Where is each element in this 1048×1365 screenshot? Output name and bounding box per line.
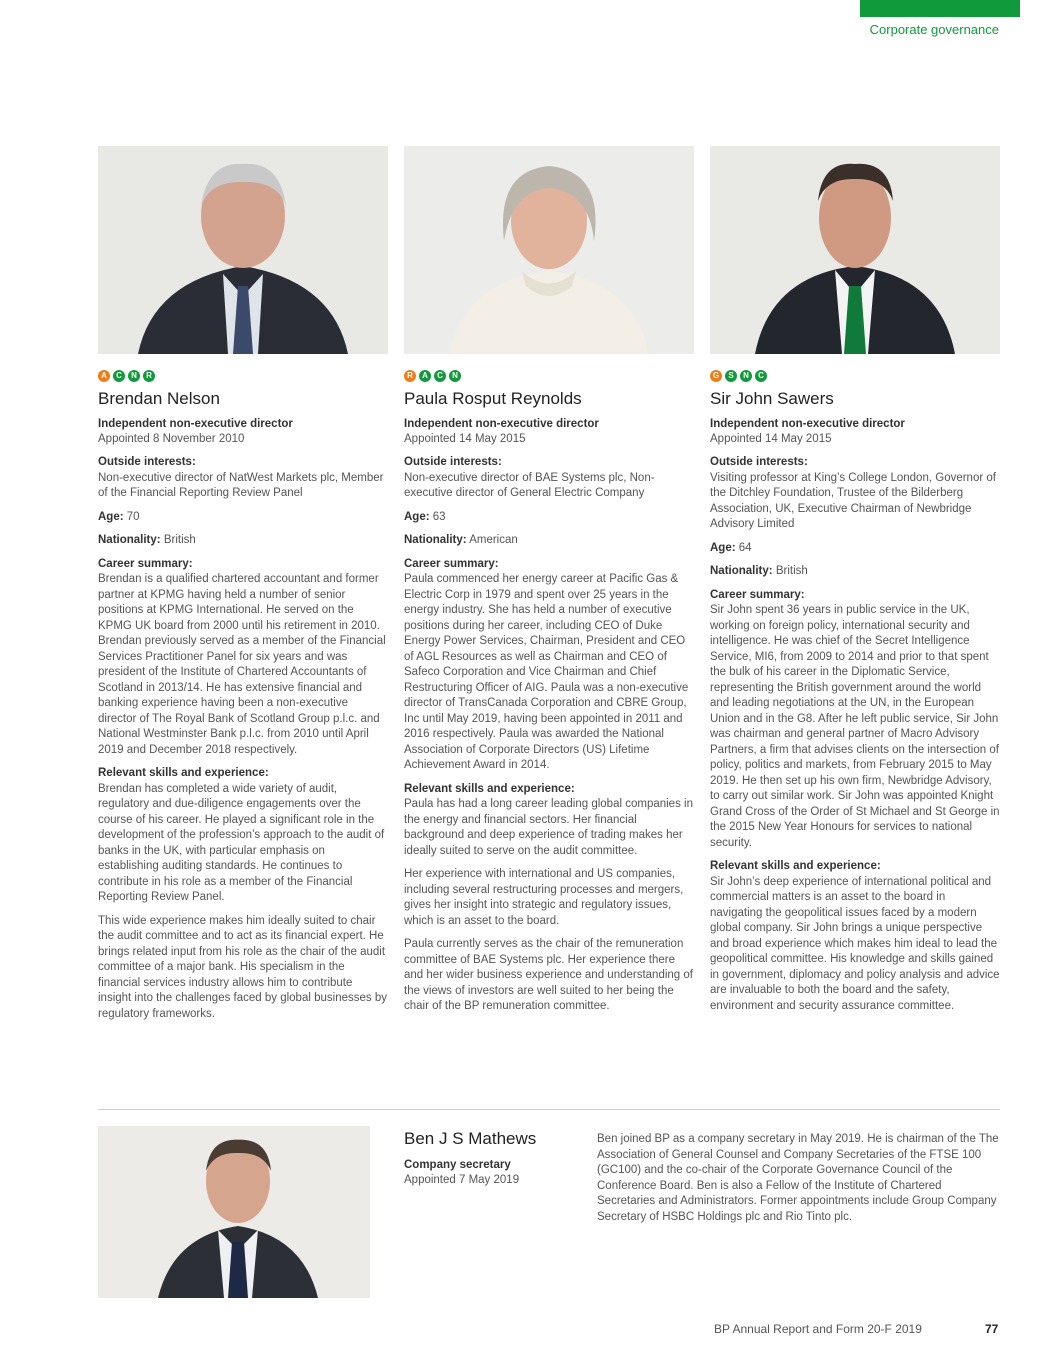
secretary-bio: Ben joined BP as a company secretary in May 2019. He is chairman of the The Association of General Counsel and Company Secretaries of the FTSE 100 (GC100) and the co-chair of the Corporate Governance Council of the Conference Board. Ben is also a Fellow of the Institute of Chartered Secretaries and Administrators. Former appointments include Group Company Secretary of HSBC Holdings plc and Rio Tinto plc. — [597, 1133, 999, 1223]
nationality-value: British — [163, 534, 196, 546]
secretary-role: Company secretary — [404, 1159, 511, 1171]
age-line — [404, 510, 694, 526]
committee-badge: N — [128, 370, 140, 382]
nationality-label: Nationality: — [404, 534, 467, 546]
director-role: Independent non-executive director — [710, 418, 905, 430]
career-summary-label: Career summary: — [98, 557, 193, 570]
director-card-brendan-nelson — [98, 146, 388, 1022]
age-value: 70 — [126, 510, 140, 523]
appointment-date: Appointed 14 May 2015 — [404, 433, 526, 445]
nationality-label: Nationality: — [98, 534, 161, 546]
director-card-sir-john-sawers — [710, 146, 1000, 1014]
career-summary-label: Career summary: — [710, 588, 805, 601]
footer-report-title: BP Annual Report and Form 20-F 2019 — [714, 1322, 922, 1336]
director-role: Independent non-executive director — [404, 418, 599, 430]
outside-interests-text: Non-executive director of NatWest Markets plc, Member of the Financial Reporting Review Panel — [98, 471, 384, 499]
committee-badge: A — [98, 370, 110, 382]
age-value: 64 — [738, 541, 752, 554]
skills-paragraph: Sir John’s deep experience of international political and commercial matters is an asset to the board in navigating the geopolitical issues faced by a modern global company. Sir John brings a unique perspective and broad experience which makes him ideal to lead the geopolitical committee. His knowledge and skills gained in government, diplomacy and policy analysis and advice are invaluable to both the board and the safety, environment and security assurance committee. — [710, 875, 1000, 1012]
career-summary-text: Sir John spent 36 years in public service in the UK, working on foreign policy, international security and intelligence. He was chief of the Secret Intelligence Service, MI6, from 2009 to 2014 and prior to that spent the bulk of his career in the Diplomatic Service, representing the British government around the world and leading negotiations at the UN, in the European Union and in the G8. After he left public service, Sir John was chairman and general partner of Macro Advisory Partners, a firm that advises clients on the intersection of policy, politics and markets, from February 2015 to May 2019. He then set up his own firm, Newbridge Advisory, to carry out similar work. Sir John was appointed Knight Grand Cross of the Order of St Michael and St George in the 2015 New Year Honours for services to national security. — [710, 604, 1000, 849]
committee-badge: N — [740, 370, 752, 382]
skills-paragraph: Brendan has completed a wide variety of audit, regulatory and due-diligence engagements over the course of his career. He played a significant role in the development of the profession’s approach to the audit of banks in the UK, with particular emphasis on establishing auditing standards. He continues to contribute in his role as a member of the Financial Reporting Review Panel. — [98, 782, 385, 903]
director-name: Sir John Sawers — [710, 389, 834, 408]
director-name: Paula Rosput Reynolds — [404, 389, 582, 408]
nationality-value: American — [469, 534, 518, 546]
committee-badges — [710, 370, 1000, 382]
age-value: 63 — [432, 510, 446, 523]
skills-label: Relevant skills and experience: — [98, 767, 269, 779]
committee-badge: A — [419, 370, 431, 382]
section-title: Corporate governance — [869, 22, 999, 37]
director-card-paula-rosput-reynolds — [404, 146, 694, 1015]
committee-badge: S — [725, 370, 737, 382]
age-label: Age: — [98, 510, 124, 523]
secretary-photo — [98, 1126, 370, 1298]
committee-badge: R — [404, 370, 416, 382]
nationality-value: British — [775, 565, 808, 577]
secretary-name: Ben J S Mathews — [404, 1129, 537, 1148]
outside-interests-text: Visiting professor at King’s College London, Governor of the Ditchley Foundation, Trustee of the Bilderberg Association, UK, Executive Chairman of Newbridge Advisory Limited — [710, 471, 996, 530]
nationality-line — [404, 533, 694, 549]
nationality-line — [98, 533, 388, 549]
secretary-appointment-date: Appointed 7 May 2019 — [404, 1174, 520, 1186]
director-photo — [98, 146, 388, 354]
career-summary-label: Career summary: — [404, 557, 499, 570]
committee-badges — [404, 370, 694, 382]
director-photo — [710, 146, 1000, 354]
outside-interests-label: Outside interests: — [404, 456, 502, 468]
age-line — [98, 510, 388, 526]
skills-label: Relevant skills and experience: — [404, 782, 575, 795]
nationality-line — [710, 564, 1000, 580]
appointment-date: Appointed 14 May 2015 — [710, 433, 832, 445]
committee-badge: G — [710, 370, 722, 382]
age-label: Age: — [710, 541, 736, 554]
director-role: Independent non-executive director — [98, 418, 293, 430]
skills-paragraph: Paula currently serves as the chair of the remuneration committee of BAE Systems plc. Her experience there and her wider business experience and understanding of the views of investors are well suited to her being the chair of the BP remuneration committee. — [404, 938, 693, 1012]
committee-badge: C — [434, 370, 446, 382]
committee-badge: R — [143, 370, 155, 382]
outside-interests-label: Outside interests: — [98, 456, 196, 468]
appointment-date: Appointed 8 November 2010 — [98, 433, 245, 445]
committee-badge: C — [113, 370, 125, 382]
skills-label: Relevant skills and experience: — [710, 860, 881, 872]
director-name: Brendan Nelson — [98, 389, 220, 408]
career-summary-text: Brendan is a qualified chartered accountant and former partner at KPMG having held a number of senior positions at KPMG International. He served on the KPMG UK board from 2000 until his retirement in 2010. Brendan previously served as a member of the Financial Services Practitioner Panel for six years and was president of the Institute of Chartered Accountants of Scotland in 2013/14. He has extensive financial and banking experience having been a non-executive director of The Royal Bank of Scotland Group p.l.c. and National Westminster Bank p.l.c. from 2010 until April 2019 and December 2018 respectively. — [98, 573, 386, 756]
skills-paragraph: Her experience with international and US companies, including several restructuring processes and mergers, gives her insight into strategic and regulatory issues, which is an asset to the board. — [404, 868, 684, 927]
skills-paragraph: This wide experience makes him ideally suited to chair the audit committee and to act as its financial expert. He brings related input from his role as the chair of the audit committee of a major bank. His specialism in the financial services industry allows him to contribute insight into the challenges faced by global businesses by regulatory frameworks. — [98, 914, 387, 1020]
section-divider — [98, 1109, 1000, 1110]
nationality-label: Nationality: — [710, 565, 773, 577]
director-photo — [404, 146, 694, 354]
age-line — [710, 541, 1000, 557]
header-accent-bar — [860, 0, 1020, 17]
outside-interests-text: Non-executive director of BAE Systems plc, Non-executive director of General Electric Company — [404, 471, 655, 499]
age-label: Age: — [404, 510, 430, 523]
career-summary-text: Paula commenced her energy career at Pacific Gas & Electric Corp in 1979 and spent over 25 years in the energy industry. She has held a number of executive positions during her career, including CEO of Duke Energy Power Services, Chairman, President and CEO of AGL Resources as well as Chairman and CEO of Safeco Corporation and Vice Chairman and Chief Restructuring Officer of AIG. Paula was a non-executive director of TransCanada Corporation and CBRE Group, Inc until May 2019, having been appointed in 2011 and 2016 respectively. Paula was awarded the National Association of Corporate Directors (US) Lifetime Achievement Award in 2014. — [404, 573, 689, 771]
committee-badge: C — [755, 370, 767, 382]
committee-badge: N — [449, 370, 461, 382]
outside-interests-label: Outside interests: — [710, 456, 808, 468]
secretary-info — [404, 1128, 584, 1188]
page-number: 77 — [985, 1322, 999, 1336]
committee-badges — [98, 370, 388, 382]
skills-paragraph: Paula has had a long career leading global companies in the energy and financial sectors. Her financial background and deep experience of trading makes her ideally suited to serve on the audit committee. — [404, 798, 693, 857]
